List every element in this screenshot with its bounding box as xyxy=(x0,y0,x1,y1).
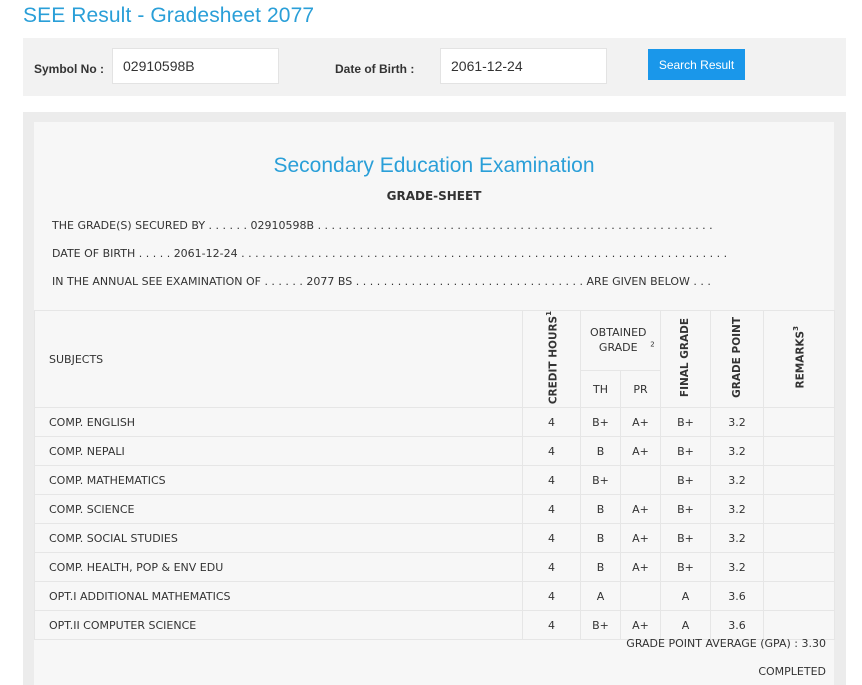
subject-cell: OPT.II COMPUTER SCIENCE xyxy=(35,611,523,640)
final-grade-cell: B+ xyxy=(661,553,711,582)
th-grade-cell: B+ xyxy=(581,466,621,495)
search-result-button[interactable]: Search Result xyxy=(648,49,745,80)
subject-cell: COMP. HEALTH, POP & ENV EDU xyxy=(35,553,523,582)
pr-grade-cell: A+ xyxy=(621,437,661,466)
gpa-line xyxy=(626,637,826,650)
subjects-header: SUBJECTS xyxy=(35,311,523,408)
final-grade-cell: B+ xyxy=(661,466,711,495)
remarks-cell xyxy=(764,495,835,524)
grade-point-cell: 3.2 xyxy=(711,408,764,437)
exam-year-prefix: IN THE ANNUAL SEE EXAMINATION OF . . . . . . xyxy=(52,275,303,288)
pr-grade-cell xyxy=(621,582,661,611)
grade-point-cell: 3.6 xyxy=(711,582,764,611)
secured-by-line xyxy=(52,219,713,232)
obtained-grade-header: OBTAINED GRADE $^2$ xyxy=(581,311,661,371)
subject-cell: COMP. SOCIAL STUDIES xyxy=(35,524,523,553)
table-row xyxy=(35,466,835,495)
date-of-birth-label: Date of Birth : xyxy=(335,62,415,76)
remarks-cell xyxy=(764,466,835,495)
th-grade-cell: B xyxy=(581,437,621,466)
credit-cell: 4 xyxy=(523,466,581,495)
th-grade-cell: A xyxy=(581,582,621,611)
final-grade-cell: A xyxy=(661,582,711,611)
gpa-label: GRADE POINT AVERAGE (GPA) : xyxy=(626,637,798,650)
gpa-value: 3.30 xyxy=(801,637,826,650)
pr-grade-cell: A+ xyxy=(621,524,661,553)
th-grade-cell: B+ xyxy=(581,611,621,640)
grade-point-cell: 3.2 xyxy=(711,495,764,524)
final-grade-cell: B+ xyxy=(661,408,711,437)
grade-point-cell: 3.2 xyxy=(711,524,764,553)
secured-by-dots: . . . . . . . . . . . . . . . . . . . . . . . . . . . . . . . . . . . . . . . . . . . . . . . . . . . . . . . . . xyxy=(317,219,713,232)
final-grade-header: FINAL GRADE xyxy=(661,311,711,408)
remarks-cell xyxy=(764,553,835,582)
subject-cell: OPT.I ADDITIONAL MATHEMATICS xyxy=(35,582,523,611)
exam-year-line xyxy=(52,275,711,288)
table-row xyxy=(35,495,835,524)
search-form xyxy=(23,38,846,96)
grade-point-header: GRADE POINT xyxy=(711,311,764,408)
symbol-no-input[interactable] xyxy=(112,48,279,84)
result-status: COMPLETED xyxy=(758,665,826,678)
secured-by-symbol: 02910598B xyxy=(250,219,315,232)
exam-year-suffix: ARE GIVEN BELOW . . . xyxy=(586,275,711,288)
secured-by-prefix: THE GRADE(S) SECURED BY . . . . . . xyxy=(52,219,248,232)
gradesheet-container xyxy=(23,112,846,685)
dob-prefix: DATE OF BIRTH . . . . . xyxy=(52,247,171,260)
subject-cell: COMP. NEPALI xyxy=(35,437,523,466)
credit-cell: 4 xyxy=(523,553,581,582)
remarks-cell xyxy=(764,582,835,611)
page-title: SEE Result - Gradesheet 2077 xyxy=(23,4,315,27)
credit-cell: 4 xyxy=(523,437,581,466)
grades-table xyxy=(34,310,835,640)
table-row xyxy=(35,408,835,437)
dob-value: 2061-12-24 xyxy=(173,247,238,260)
table-row xyxy=(35,437,835,466)
table-row xyxy=(35,582,835,611)
credit-hours-header: CREDIT HOURS$^1$ xyxy=(523,311,581,408)
th-header: TH xyxy=(581,370,621,407)
table-row xyxy=(35,524,835,553)
subject-cell: COMP. SCIENCE xyxy=(35,495,523,524)
pr-grade-cell xyxy=(621,466,661,495)
dob-dots: . . . . . . . . . . . . . . . . . . . . . . . . . . . . . . . . . . . . . . . . . . . . . . . . . . . . . . . . . . . . . . . . . . . . . . xyxy=(241,247,728,260)
remarks-cell xyxy=(764,437,835,466)
date-of-birth-line xyxy=(52,247,727,260)
symbol-no-label: Symbol No : xyxy=(34,62,105,76)
date-of-birth-input[interactable] xyxy=(440,48,607,84)
subject-cell: COMP. MATHEMATICS xyxy=(35,466,523,495)
remarks-cell xyxy=(764,524,835,553)
pr-grade-cell: A+ xyxy=(621,495,661,524)
remarks-cell xyxy=(764,408,835,437)
remarks-header: REMARKS$^3$ xyxy=(764,311,835,408)
credit-cell: 4 xyxy=(523,611,581,640)
final-grade-cell: B+ xyxy=(661,437,711,466)
exam-year-dots: . . . . . . . . . . . . . . . . . . . . . . . . . . . . . . . . . xyxy=(355,275,584,288)
exam-title: Secondary Education Examination xyxy=(273,154,595,177)
remarks-cell xyxy=(764,611,835,640)
credit-cell: 4 xyxy=(523,524,581,553)
table-row xyxy=(35,553,835,582)
grade-point-cell: 3.2 xyxy=(711,437,764,466)
credit-cell: 4 xyxy=(523,408,581,437)
th-grade-cell: B xyxy=(581,553,621,582)
pr-grade-cell: A+ xyxy=(621,408,661,437)
pr-grade-cell: A+ xyxy=(621,611,661,640)
th-grade-cell: B xyxy=(581,524,621,553)
gradesheet-title: GRADE-SHEET xyxy=(386,189,482,203)
exam-year-value: 2077 BS xyxy=(306,275,353,288)
final-grade-cell: B+ xyxy=(661,495,711,524)
credit-cell: 4 xyxy=(523,495,581,524)
final-grade-cell: B+ xyxy=(661,524,711,553)
subject-cell: COMP. ENGLISH xyxy=(35,408,523,437)
th-grade-cell: B+ xyxy=(581,408,621,437)
final-grade-cell: A xyxy=(661,611,711,640)
pr-header: PR xyxy=(621,370,661,407)
pr-grade-cell: A+ xyxy=(621,553,661,582)
credit-cell: 4 xyxy=(523,582,581,611)
grade-point-cell: 3.2 xyxy=(711,466,764,495)
gradesheet xyxy=(34,122,834,685)
grade-point-cell: 3.6 xyxy=(711,611,764,640)
grade-point-cell: 3.2 xyxy=(711,553,764,582)
th-grade-cell: B xyxy=(581,495,621,524)
table-row xyxy=(35,611,835,640)
